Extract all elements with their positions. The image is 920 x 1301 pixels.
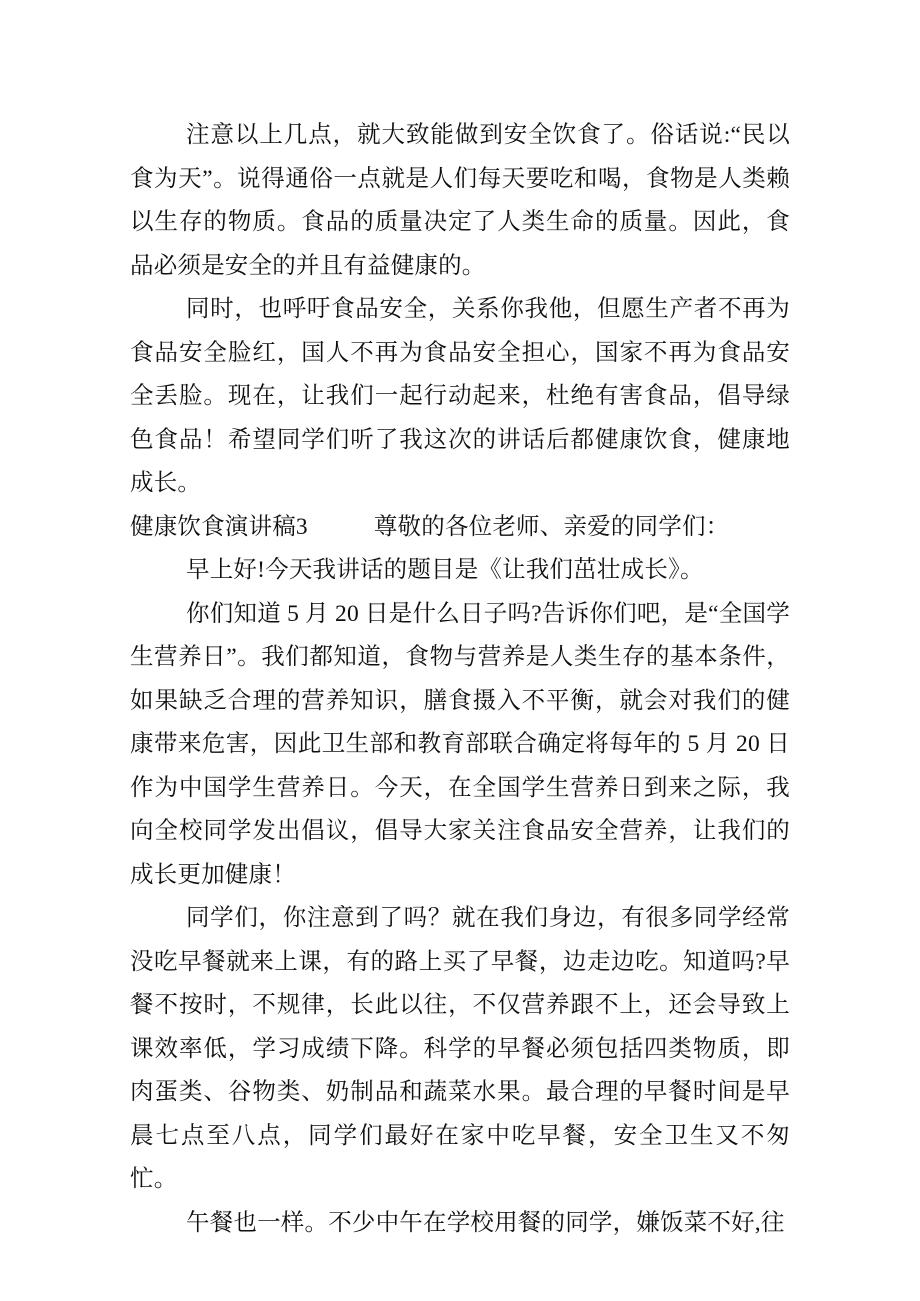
paragraph-lunch-habits: 午餐也一样。不少中午在学校用餐的同学，嫌饭菜不好,往 <box>186 1209 785 1236</box>
paragraph-food-safety-summary: 注意以上几点，就大致能做到安全饮食了。俗话说:“民以食为天”。说得通俗一点就是人们每天要吃和喝，食物是人类赖以生存的物质。食品的质量决定了人类生命的质量。因此，食品必须是安全的并且有益健康的。 <box>130 122 790 279</box>
paragraph-nutrition-day: 你们知道 5 月 20 日是什么日子吗?告诉你们吧，是“全国学生营养日”。我们都知道，食物与营养是人类生存的基本条件，如果缺乏合理的营养知识，膳食摄入不平衡，就会对我们的健康带来危害，因此卫生部和教育部联合确定将每年的 5 月 20 日作为中国学生营养日。今天，在全国学生营养日到来之际，我向全校同学发出倡议，倡导大家关注食品安全营养，让我们的成长更加健康！ <box>130 600 790 888</box>
paragraph-speech-opening: 早上好!今天我讲话的题目是《让我们茁壮成长》。 <box>186 557 704 583</box>
paragraph-breakfast-habits: 同学们，你注意到了吗？就在我们身边，有很多同学经常没吃早餐就来上课，有的路上买了早餐，边走边吃。知道吗?早餐不按时，不规律，长此以往，不仅营养跟不上，还会导致上课效率低，学习成绩下降。科学的早餐必须包括四类物质，即肉蛋类、谷物类、奶制品和蔬菜水果。最合理的早餐时间是早晨七点至八点，同学们最好在家中吃早餐，安全卫生又不匆忙。 <box>130 905 790 1192</box>
section-heading-label: 健康饮食演讲稿3 <box>130 513 308 540</box>
paragraph-food-safety-appeal: 同时，也呼吁食品安全，关系你我他，但愿生产者不再为食品安全脸红，国人不再为食品安全担心，国家不再为食品安全丢脸。现在，让我们一起行动起来，杜绝有害食品，倡导绿色食品！希望同学们听了我这次的讲话后都健康饮食，健康地成长。 <box>130 296 790 496</box>
section-heading-line <box>130 506 790 550</box>
greeting-text: 尊敬的各位老师、亲爱的同学们： <box>373 513 730 540</box>
